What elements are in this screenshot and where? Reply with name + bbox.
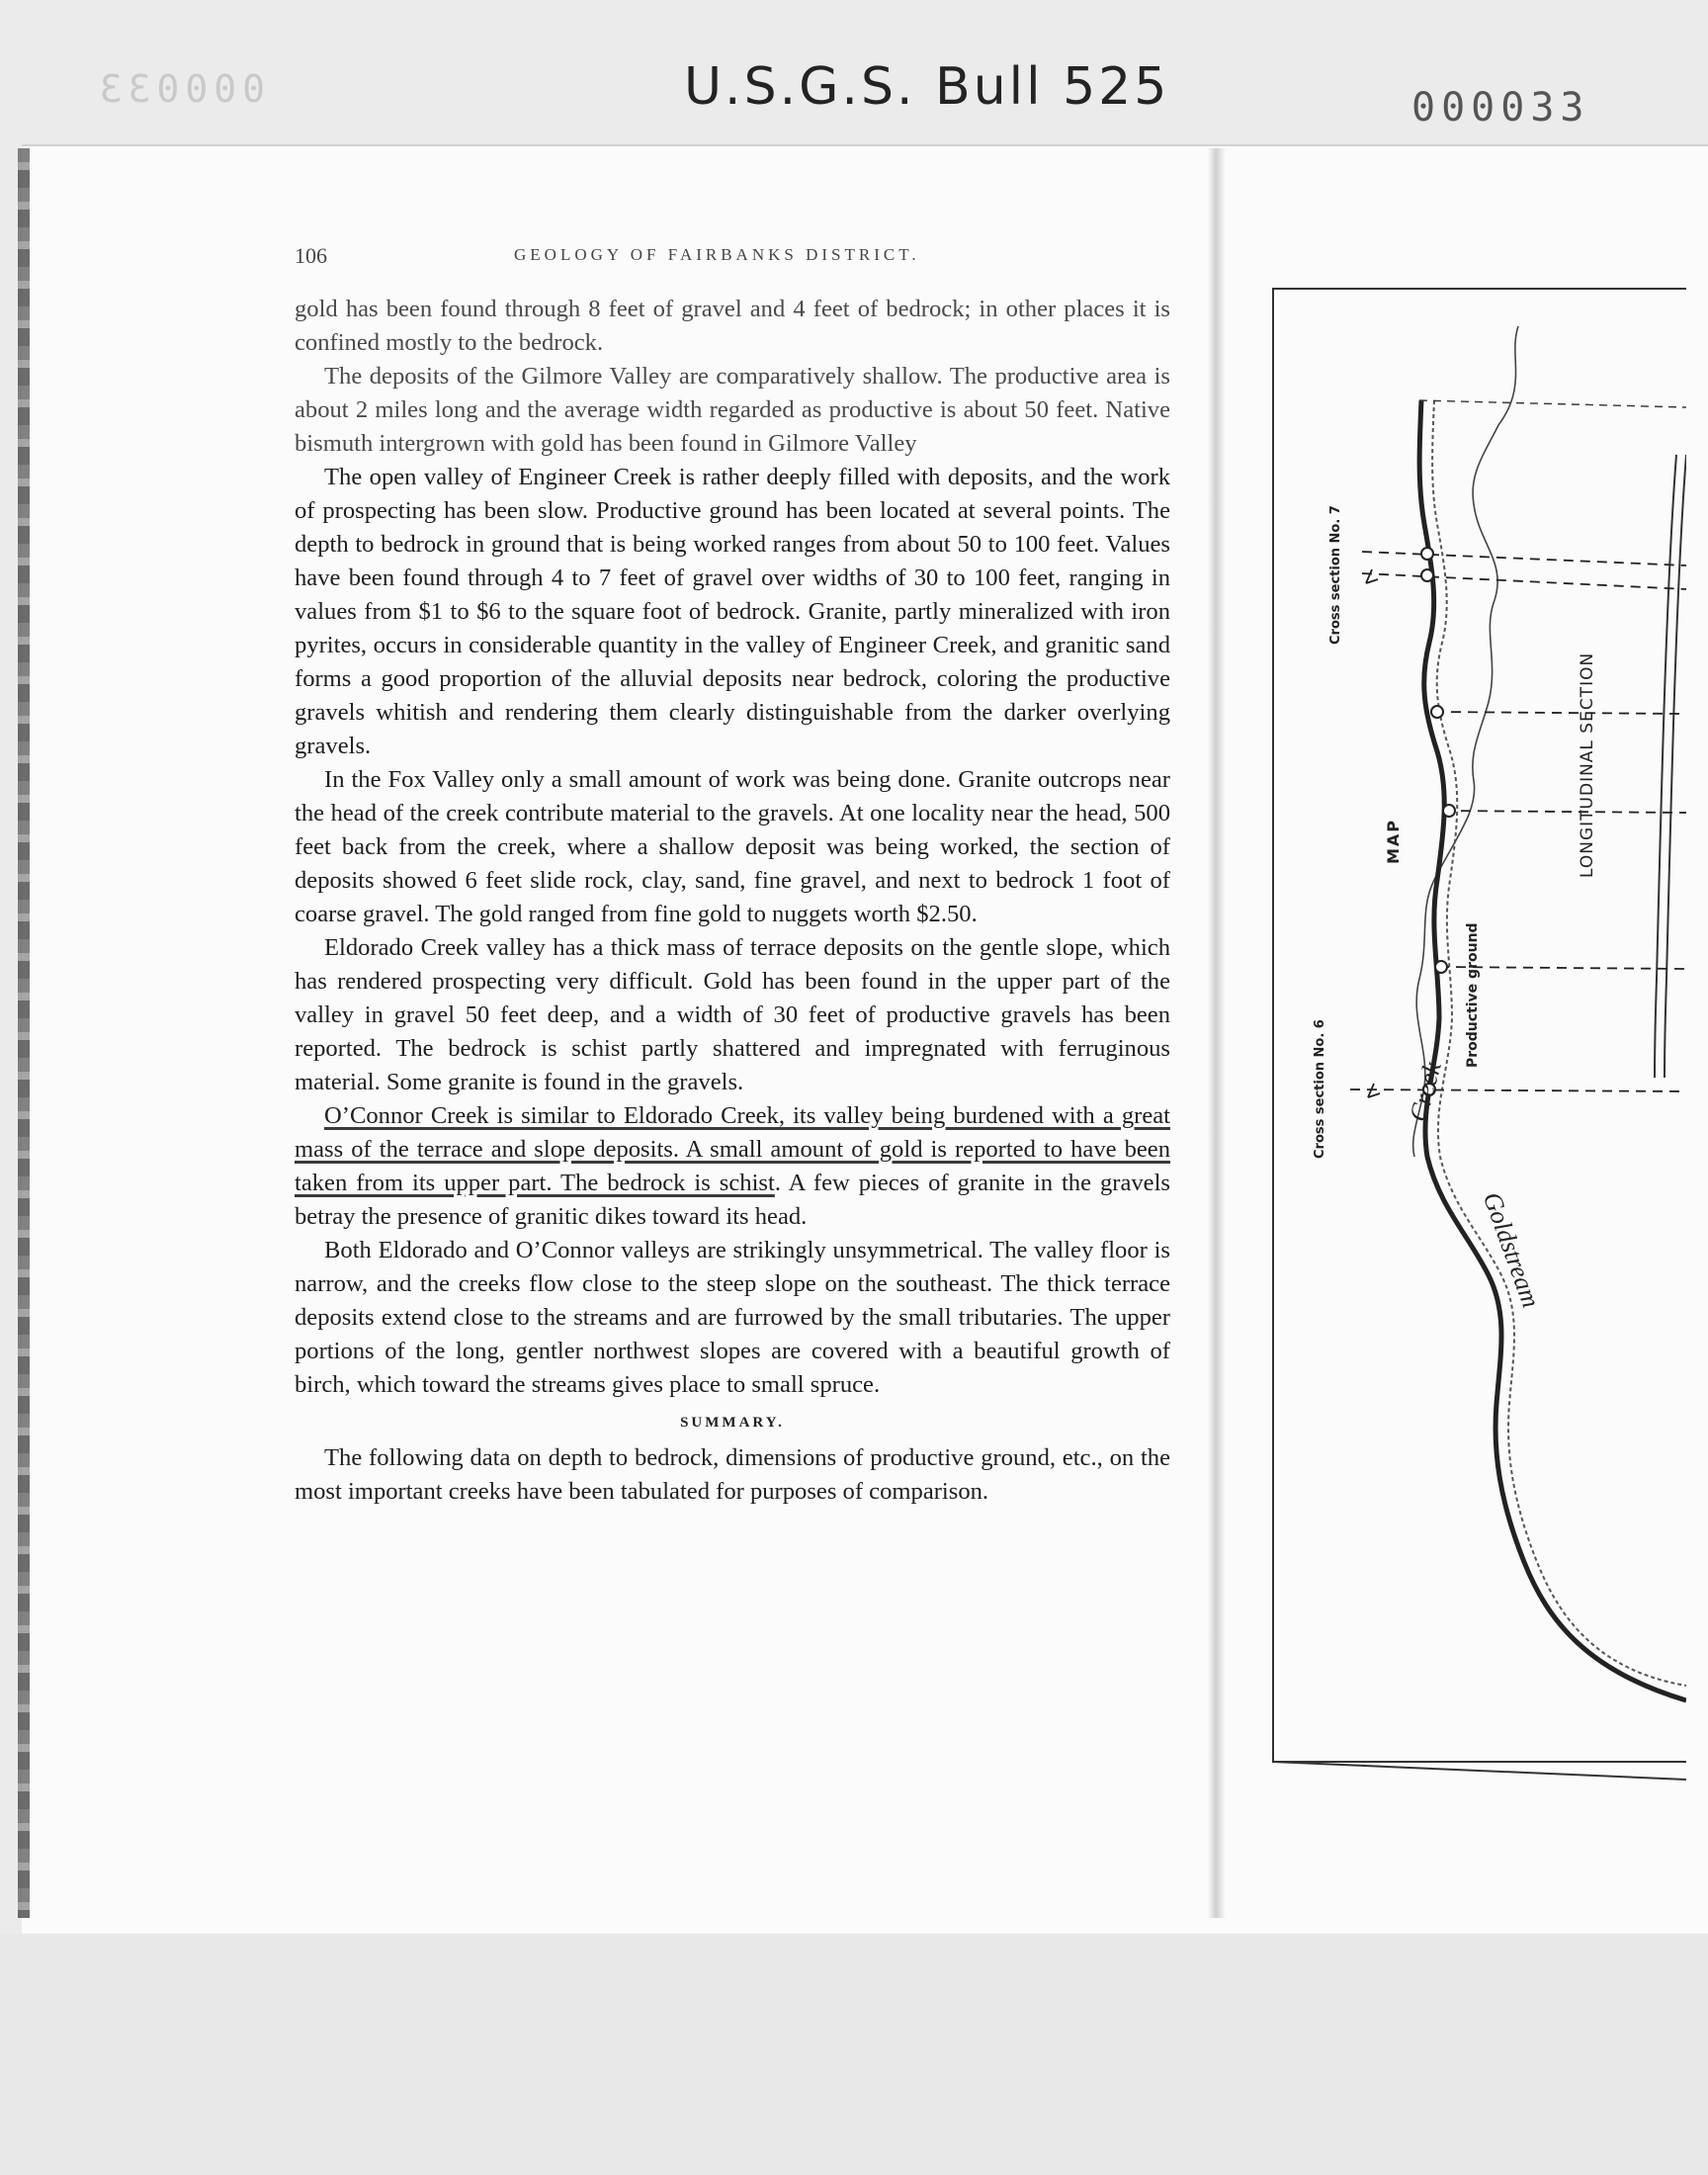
body-text (295, 293, 1170, 1509)
section-marker (1421, 569, 1433, 581)
paragraph: gold has been found through 8 feet of gravel and 4 feet of bedrock; in other places it is confined mostly to the bedrock. (295, 296, 1170, 356)
page-fold (1208, 148, 1226, 1918)
oconnor-paragraph (295, 1099, 1170, 1234)
cross-section-6-label: Cross section No. 6 (1313, 1019, 1327, 1159)
paragraph: In the Fox Valley only a small amount of work was being done. Granite outcrops near the head of the creek contribute material to the gravels. At one locality near the head, 500 feet back from the creek, where a shallow deposit was being worked, the section of deposits showed 6 feet slide rock, clay, sand, fine gravel, and next to bedrock 1 foot of coarse gravel. The gold ranged from fine gold to nuggets worth $2.50. (295, 766, 1170, 927)
cross-section-7-label: Cross section No. 7 (1328, 505, 1343, 645)
summary-heading: SUMMARY. (680, 1415, 785, 1431)
page-header (295, 243, 1164, 273)
dashed-section-line (1350, 1089, 1686, 1091)
paragraph: The deposits of the Gilmore Valley are comparatively shallow. The productive area is about 2 miles long and the average width regarded as productive is about 50 feet. Native bismuth intergrown with gold has been found in Gilmore Valley (295, 363, 1170, 457)
stream-name-label: Goldstream (1477, 1188, 1546, 1312)
marked-passage: O’Connor Creek is similar to Eldorado Creek, its valley being burdened with a great mass of the terrace and slope deposits. A small amount of gold is reported to have been taken from its upper part. The bedrock is schist (295, 1102, 1170, 1196)
bleed-through-number: 000033 (93, 67, 265, 111)
paragraph: Eldorado Creek valley has a thick mass of terrace deposits on the gentle slope, which has rendered prospecting very difficult. Gold has been found in the upper part of the valley in gravel 50 feet deep, and a width of 30 feet of productive gravels has been reported. The bedrock is schist partly shattered and impregnated with ferruginous material. Some granite is found in the gravels. (295, 934, 1170, 1095)
dashed-section-line (1434, 712, 1686, 714)
productive-ground-label: Productive ground (1465, 922, 1481, 1068)
map-figure (1271, 287, 1686, 1799)
paragraph: Both Eldorado and O’Connor valleys are strikingly unsymmetrical. The valley floor is narrow, and the creeks flow close to the steep slope on the southeast. The thick terrace deposits extend close to the streams and are furrowed by the small tributaries. The upper portions of the long, gentler northwest slopes are covered with a beautiful growth of birch, which toward the streams gives place to small spruce. (295, 1237, 1170, 1398)
longitudinal-section-label: LONGITUDINAL SECTION (1578, 652, 1597, 878)
handwritten-title: U.S.G.S. Bull 525 (684, 57, 1170, 117)
scan-margin (0, 1934, 1708, 2175)
dashed-section-line (1444, 811, 1686, 813)
dashed-section-line (1362, 552, 1686, 566)
creek-label: Creek (1404, 1058, 1447, 1125)
page-number: 106 (295, 243, 327, 268)
section-marker (1431, 706, 1443, 718)
paragraph: The open valley of Engineer Creek is rather deeply filled with deposits, and the work of prospecting has been slow. Productive ground has been located at several points. The depth to bedrock in ground that is being worked ranges from about 50 to 100 feet. Values have been found through 4 to 7 feet of gravel over widths of 30 to 100 feet, ranging in values from $1 to $6 to the square foot of bedrock. Granite, partly mineralized with iron pyrites, occurs in considerable quantity in the valley of Engineer Creek, and granitic sand forms a good proportion of the alluvial deposits near bedrock, coloring the productive gravels whitish and rendering them clearly distinguishable from the darker overlying gravels. (295, 464, 1170, 759)
binding-shadow (18, 148, 30, 1918)
dashed-section-line (1362, 573, 1686, 589)
paragraph-remainder: . A few pieces of granite in the gravels betray the presence of granitic dikes toward its head. (295, 1170, 1170, 1230)
stamp-number: 000033 (1411, 85, 1590, 130)
arrow-icon (1366, 569, 1378, 583)
section-marker (1443, 805, 1455, 817)
dashed-section-line (1419, 400, 1686, 407)
map-label: MAP (1384, 818, 1403, 864)
section-marker (1421, 548, 1433, 560)
figure-base-line (1273, 1762, 1686, 1780)
running-title: GEOLOGY OF FAIRBANKS DISTRICT. (514, 245, 920, 264)
section-profile-line (1665, 455, 1686, 1078)
summary-paragraph: The following data on depth to bedrock, dimensions of productive ground, etc., on the most important creeks have been tabulated for purposes of comparison. (295, 1444, 1170, 1505)
creek-channel (1419, 400, 1686, 1700)
section-marker (1435, 961, 1447, 973)
